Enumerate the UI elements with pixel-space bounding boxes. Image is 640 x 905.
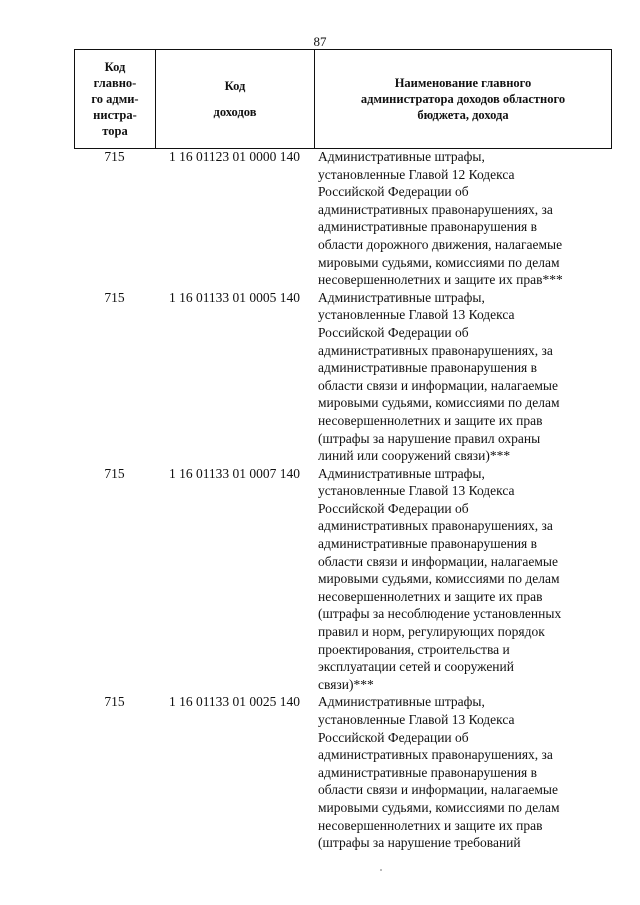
name-cell: Административные штрафы, установленные Главой 13 Кодекса Российской Федерации об административных правонарушениях, за административные правонарушения в области связи и информации, налагаемые мировыми судьями, комиссиями по делам несовершеннолетних и защите их прав (штрафы за нарушение требований — [318, 694, 560, 851]
header-line: главно- — [93, 76, 137, 90]
income-code-cell: 1 16 01123 01 0000 140 — [168, 149, 301, 164]
header-line: нистра- — [93, 108, 137, 122]
admin-code-cell: 715 — [104, 465, 125, 481]
income-code-cell: 1 16 01133 01 0007 140 — [168, 465, 301, 481]
header-income-code — [156, 50, 315, 148]
header-line: доходов — [213, 105, 257, 119]
header-line: го адми- — [91, 92, 139, 106]
admin-code-cell: 715 — [104, 694, 125, 710]
table-row — [74, 289, 612, 465]
name-cell: Административные штрафы, установленные Главой 13 Кодекса Российской Федерации об административных правонарушениях, за административные правонарушения в области связи и информации, налагаемые мировыми судьями, комиссиями по делам несовершеннолетних и защите их прав (штрафы за несоблюдение установленных правил и норм, регулирующих порядок проектирования, строительства и эксплуатации сетей и сооружений связи)*** — [318, 465, 562, 692]
table-row — [74, 465, 612, 694]
scan-speck — [380, 869, 382, 871]
header-line: Код — [224, 79, 246, 93]
header-line: Код — [104, 60, 126, 74]
header-line: бюджета, дохода — [417, 108, 509, 122]
table-header — [74, 49, 612, 149]
income-code-cell: 1 16 01133 01 0025 140 — [168, 694, 301, 710]
name-cell: Административные штрафы, установленные Главой 13 Кодекса Российской Федерации об административных правонарушениях, за административные правонарушения в области связи и информации, налагаемые мировыми судьями, комиссиями по делам несовершеннолетних и защите их прав (штрафы за нарушение правил охраны линий или сооружений связи)*** — [318, 289, 560, 464]
income-code-cell: 1 16 01133 01 0005 140 — [168, 289, 301, 305]
table-row — [74, 148, 612, 289]
table-body — [74, 148, 612, 852]
header-line: администратора доходов областного — [360, 92, 566, 106]
header-name — [315, 50, 611, 148]
header-admin-code — [75, 50, 156, 148]
admin-code-cell: 715 — [104, 149, 125, 164]
name-cell: Административные штрафы, установленные Главой 12 Кодекса Российской Федерации об административных правонарушениях, за административные правонарушения в области дорожного движения, налагаемые мировыми судьями, комиссиями по делам несовершеннолетних и защите их прав*** — [318, 149, 563, 288]
header-line: тора — [102, 124, 128, 138]
admin-code-cell: 715 — [104, 289, 125, 305]
header-line: Наименование главного — [394, 76, 532, 90]
page-number: 87 — [313, 34, 327, 49]
table-row — [74, 693, 612, 851]
